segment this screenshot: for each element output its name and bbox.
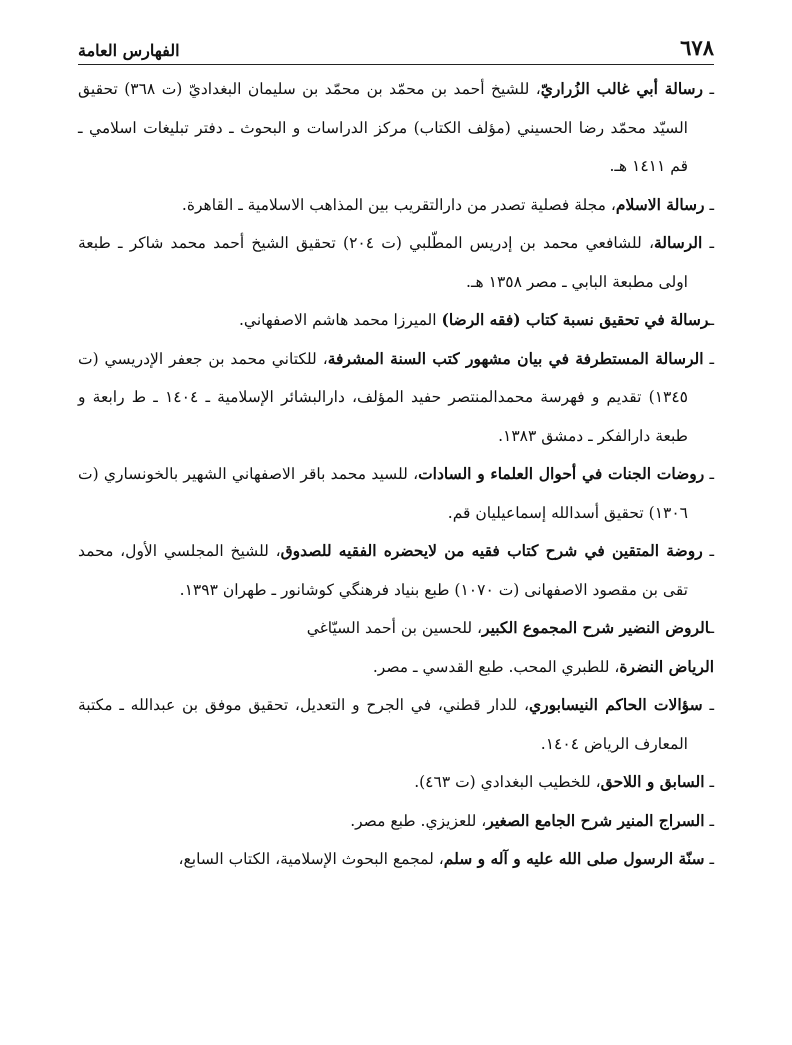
bibliography-entry <box>78 455 714 532</box>
entry-title: السراج المنير شرح الجامع الصغير <box>486 810 705 830</box>
entry-title: رسالة في تحقيق نسبة كتاب (فقه الرضا) <box>441 310 710 329</box>
entry-title: الرياض النضرة <box>619 656 714 676</box>
bibliography-list <box>78 70 714 879</box>
entry-marker: ـ <box>704 811 714 830</box>
entry-marker: ـ <box>704 850 714 868</box>
entry-details: ، للشيخ أحمد بن محمّد بن محمّد بن سليمان البغداديّ (ت ٣٦٨) تحقيق السيّد محمّد رضا الحسيني (مؤلف الكتاب) مركز الدراسات و البحوث ـ دفتر تبليغات اسلامي ـ قم ١٤١١ هـ. <box>78 80 688 175</box>
entry-details: ، للشافعي محمد بن إدريس المطّلبي (ت ٢٠٤) تحقيق الشيخ أحمد محمد شاكر ـ طبعة اولى مطبعة البابي ـ مصر ١٣٥٨ هـ. <box>78 234 688 291</box>
entry-marker: ـ <box>702 696 714 714</box>
bibliography-entry <box>78 802 714 841</box>
entry-marker: ـ <box>709 311 714 329</box>
bibliography-entry <box>78 532 714 609</box>
bibliography-entry <box>78 686 714 763</box>
entry-details: ، مجلة فصلية تصدر من دارالتقريب بين المذاهب الاسلامية ـ القاهرة. <box>181 195 616 214</box>
entry-marker: ـ <box>709 619 714 637</box>
bibliography-entry <box>78 186 714 225</box>
page-number: ٦٧٨ <box>680 35 714 60</box>
entry-details: ، للطبري المحب. طبع القدسي ـ مصر. <box>372 657 620 676</box>
bibliography-entry <box>78 340 714 456</box>
entry-marker: ـ <box>703 80 715 98</box>
entry-marker: ـ <box>703 349 714 368</box>
entry-details: ، للعزيزي. طبع مصر. <box>350 811 487 830</box>
entry-details: ، للكتاني محمد بن جعفر الإدريسي (ت ١٣٤٥) تقديم و فهرسة محمدالمنتصر حفيد المؤلف، دارالبشائر الإسلامية ـ ١٤٠٤ ـ ط رابعة و طبعة دارالفكر ـ دمشق ١٣٨٣. <box>78 349 688 445</box>
bibliography-entry <box>78 840 714 879</box>
entry-marker: ـ <box>704 195 714 214</box>
entry-title: روضات الجنات في أحوال العلماء و السادات <box>418 464 705 483</box>
entry-marker: ـ <box>702 542 715 560</box>
entry-title: الرسالة المستطرفة في بيان مشهور كتب السنة المشرفة <box>327 348 704 368</box>
bibliography-entry <box>78 648 714 687</box>
entry-details: ، للخطيب البغدادي (ت ٤٦٣). <box>414 773 601 791</box>
running-title: الفهارس العامة <box>78 41 180 60</box>
bibliography-entry <box>78 301 714 340</box>
bibliography-entry <box>78 70 714 186</box>
entry-title: سنّة الرسول صلى الله عليه و آله و سلم <box>443 849 705 868</box>
bibliography-entry <box>78 224 714 301</box>
page-header <box>78 30 714 60</box>
entry-details: ، للحسين بن أحمد السيّاغي <box>306 619 483 637</box>
entry-details: ، لمجمع البحوث الإسلامية، الكتاب السابع، <box>178 850 444 868</box>
entry-marker: ـ <box>704 465 715 483</box>
entry-details: ، للشيخ المجلسي الأول، محمد تقى بن مقصود الاصفهانى (ت ١٠٧٠) طبع بنياد فرهنگي كوشانور ـ طهران ١٣٩٣. <box>78 542 688 599</box>
entry-details: الميرزا محمد هاشم الاصفهاني. <box>238 311 442 329</box>
entry-details: ، للدار قطني، في الجرح و التعديل، تحقيق موفق بن عبدالله ـ مكتبة المعارف الرياض ١٤٠٤. <box>78 696 688 753</box>
entry-details: ، للسيد محمد باقر الاصفهاني الشهير بالخونساري (ت ١٣٠٦) تحقيق أسدالله إسماعيليان قم. <box>78 465 688 522</box>
bibliography-entry <box>78 609 714 648</box>
bibliography-entry <box>78 763 714 802</box>
entry-title: رسالة الاسلام <box>615 194 705 214</box>
entry-title: السابق و اللاحق <box>600 772 705 791</box>
entry-title: سؤالات الحاكم النيسابوري <box>529 695 703 714</box>
entry-marker: ـ <box>702 234 715 252</box>
entry-title: الروض النضير شرح المجموع الكبير <box>482 618 710 637</box>
entry-title: رسالة أبي غالب الزُراريّ <box>540 79 704 98</box>
entry-marker: ـ <box>704 773 714 791</box>
entry-title: روضة المتقين في شرح كتاب فقيه من لايحضره الفقيه للصدوق <box>280 541 703 560</box>
entry-title: الرسالة <box>653 233 703 252</box>
header-rule <box>78 64 714 65</box>
